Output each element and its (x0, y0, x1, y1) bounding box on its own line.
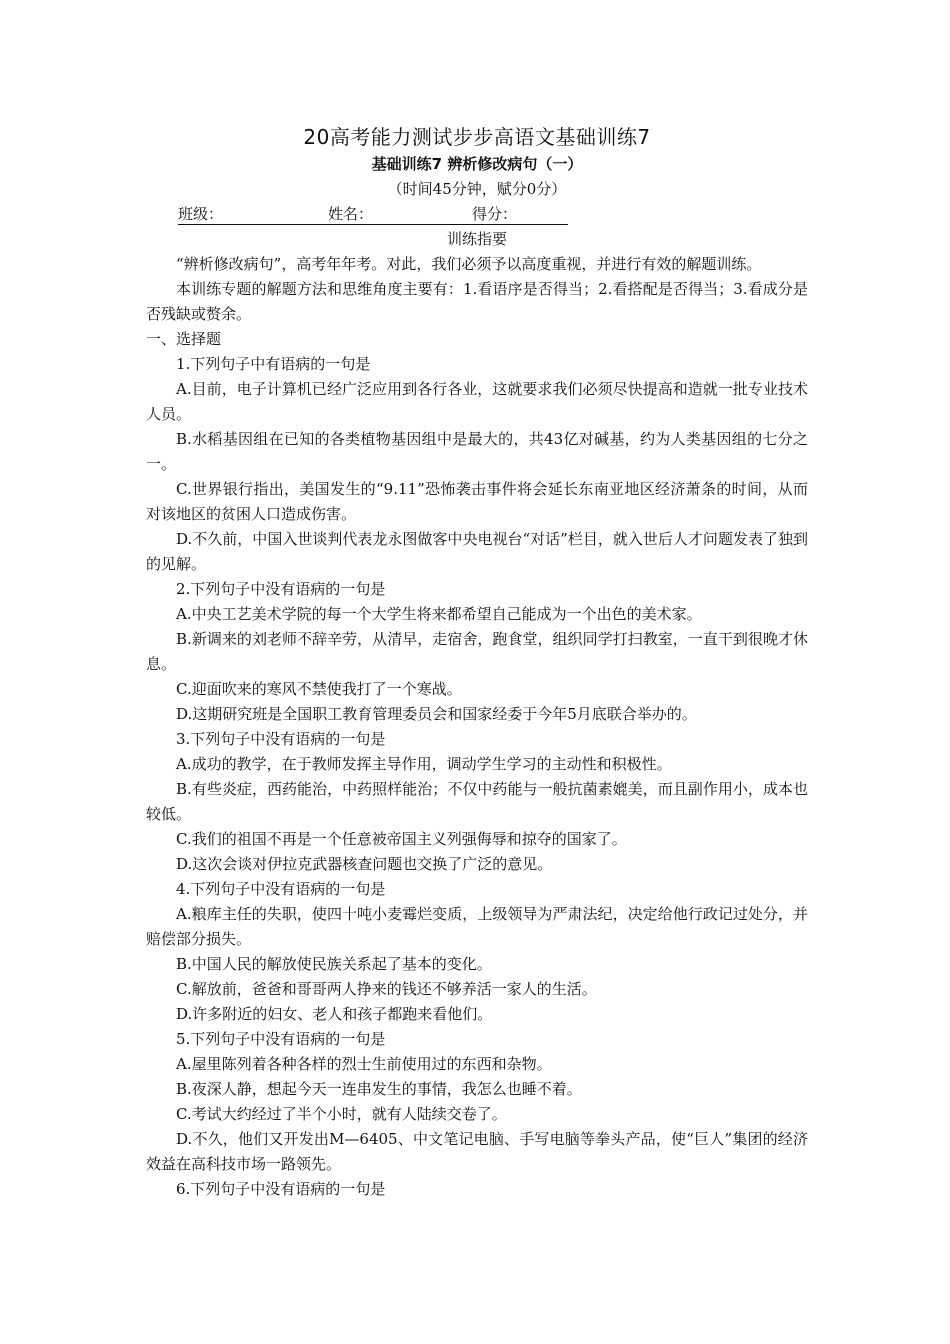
question-block (146, 1177, 808, 1202)
question-stem: 6.下列句子中没有语病的一句是 (176, 1180, 386, 1198)
document-title: 20高考能力测试步步高语文基础训练7 (303, 125, 651, 149)
question-block (146, 1027, 808, 1177)
question-stem: 5.下列句子中没有语病的一句是 (176, 1030, 386, 1048)
question-option: D.这期研究班是全国职工教育管理委员会和国家经委于今年5月底联合举办的。 (176, 705, 697, 723)
question-option: A.粮库主任的失职，使四十吨小麦霉烂变质，上级领导为严肃法纪，决定给他行政记过处分，并赔偿部分损失。 (146, 905, 808, 948)
question-stem: 4.下列句子中没有语病的一句是 (176, 880, 386, 898)
class-label: 班级： (178, 205, 224, 223)
question-option: C.我们的祖国不再是一个任意被帝国主义列强侮辱和掠夺的国家了。 (176, 830, 627, 848)
document-page (146, 122, 808, 1202)
question-list (146, 352, 808, 1202)
guide-heading: 训练指要 (446, 230, 507, 248)
score-label: 得分： (472, 205, 518, 223)
question-option: A.目前，电子计算机已经广泛应用到各行各业，这就要求我们必须尽快提高和造就一批专业技术人员。 (146, 380, 808, 423)
question-option: B.有些炎症，西药能治，中药照样能治；不仅中药能与一般抗菌素媲美，而且副作用小，成本也较低。 (146, 780, 808, 823)
question-block (146, 877, 808, 1027)
question-stem: 1.下列句子中有语病的一句是 (176, 355, 371, 373)
question-block (146, 727, 808, 877)
question-option: B.中国人民的解放使民族关系起了基本的变化。 (176, 955, 492, 973)
question-block (146, 577, 808, 727)
question-option: B.水稻基因组在已知的各类植物基因组中是最大的，共43亿对碱基，约为人类基因组的七分之一。 (146, 430, 808, 473)
question-option: A.中央工艺美术学院的每一个大学生将来都希望自己能成为一个出色的美术家。 (176, 605, 702, 623)
question-option: C.考试大约经过了半个小时，就有人陆续交卷了。 (176, 1105, 507, 1123)
intro-paragraph: 本训练专题的解题方法和思维角度主要有：1.看语序是否得当；2.看搭配是否得当；3.看成分是否残缺或赘余。 (146, 280, 808, 323)
name-label: 姓名： (328, 205, 374, 223)
question-option: B.夜深人静，想起今天一连串发生的事情，我怎么也睡不着。 (176, 1080, 582, 1098)
question-option: B.新调来的刘老师不辞辛劳，从清早，走宿舍，跑食堂，组织同学打扫教室，一直干到很晚才休息。 (146, 630, 808, 673)
intro-paragraph: “辨析修改病句”，高考年年考。对此，我们必须予以高度重视，并进行有效的解题训练。 (176, 255, 762, 273)
info-underline (178, 224, 568, 225)
section-heading: 一、选择题 (146, 330, 222, 348)
student-info-row (146, 202, 808, 226)
question-stem: 2.下列句子中没有语病的一句是 (176, 580, 386, 598)
question-option: D.这次会谈对伊拉克武器核查问题也交换了广泛的意见。 (176, 855, 553, 873)
document-subtitle: 基础训练7 辨析修改病句（一） (371, 155, 583, 173)
question-option: D.许多附近的妇女、老人和孩子都跑来看他们。 (176, 1005, 493, 1023)
question-option: C.世界银行指出，美国发生的“9.11”恐怖袭击事件将会延长东南亚地区经济萧条的时间，从而对该地区的贫困人口造成伤害。 (146, 480, 808, 523)
question-option: D.不久，他们又开发出M—6405、中文笔记电脑、手写电脑等拳头产品，使“巨人”集团的经济效益在高科技市场一路领先。 (146, 1130, 808, 1173)
question-block (146, 352, 808, 577)
question-stem: 3.下列句子中没有语病的一句是 (176, 730, 386, 748)
question-option: A.屋里陈列着各种各样的烈士生前使用过的东西和杂物。 (176, 1055, 552, 1073)
question-option: D.不久前，中国入世谈判代表龙永图做客中央电视台“对话”栏目，就入世后人才问题发表了独到的见解。 (146, 530, 808, 573)
intro-section (146, 252, 808, 327)
time-note: （时间45分钟，赋分0分） (387, 180, 567, 198)
question-option: C.解放前，爸爸和哥哥两人挣来的钱还不够养活一家人的生活。 (176, 980, 597, 998)
question-option: C.迎面吹来的寒风不禁使我打了一个寒战。 (176, 680, 462, 698)
question-option: A.成功的教学，在于教师发挥主导作用，调动学生学习的主动性和积极性。 (176, 755, 672, 773)
